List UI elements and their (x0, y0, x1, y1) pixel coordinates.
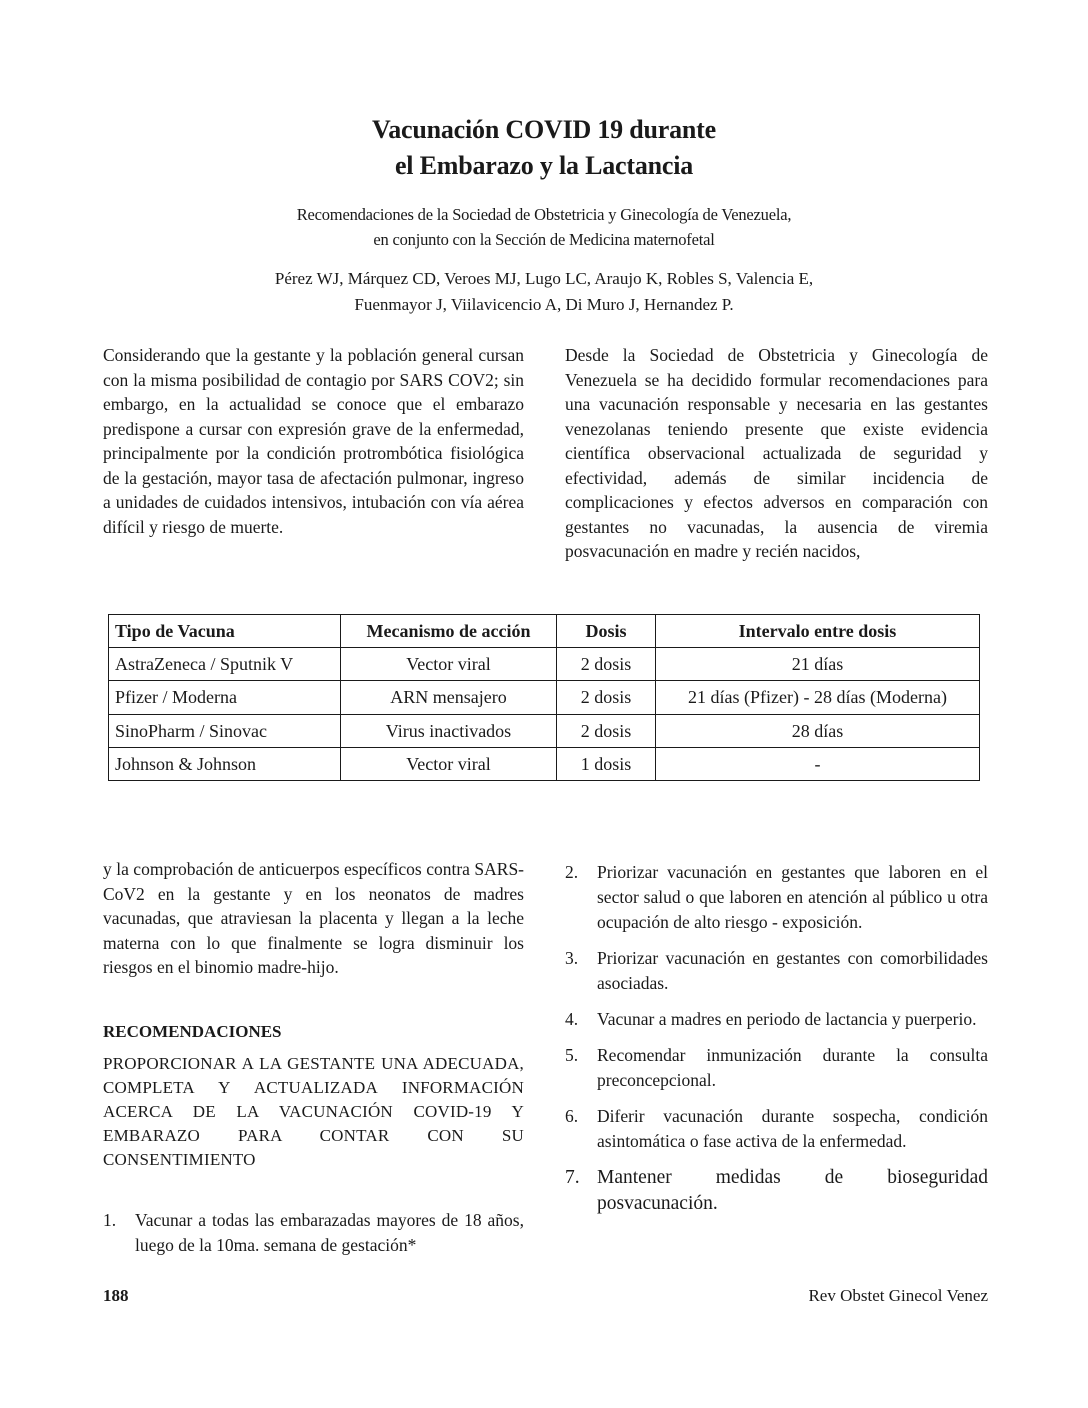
table-row (109, 648, 980, 681)
list-number: 5. (565, 1045, 579, 1065)
cell-vaccine: Johnson & Johnson (109, 748, 341, 781)
cell-mechanism: Virus inactivados (341, 715, 557, 748)
authors (0, 266, 1088, 318)
authors-line-1: Pérez WJ, Márquez CD, Veroes MJ, Lugo LC, Araujo K, Robles S, Valencia E, (274, 269, 814, 288)
cell-doses: 2 dosis (557, 648, 656, 681)
cell-interval: 21 días (656, 648, 980, 681)
cell-doses: 2 dosis (557, 715, 656, 748)
vaccine-table (108, 614, 980, 781)
table-row (109, 681, 980, 715)
list-item (565, 946, 988, 996)
cell-vaccine: SinoPharm / Sinovac (109, 715, 341, 748)
cell-mechanism: Vector viral (341, 648, 557, 681)
lower-right-column (565, 860, 988, 1228)
intro-paragraph-right: Desde la Sociedad de Obstetricia y Ginecología de Venezuela se ha decidido formular recomendaciones para una vacunación responsable y necesaria en las gestantes venezolanas teniendo presente que existe evidencia científica observacional actualizada de seguridad y efectividad, además de similar incidencia de complicaciones y efectos adversos en comparación con gestantes no vacunadas, la ausencia de viremia posvacunación en madre y recién nacidos, (565, 345, 988, 561)
title-line-1: Vacunación COVID 19 durante (372, 115, 716, 144)
header-doses: Dosis (557, 615, 656, 648)
cell-interval: 28 días (656, 715, 980, 748)
list-text: Vacunar a madres en periodo de lactancia y puerperio. (597, 1009, 977, 1029)
list-text: Diferir vacunación durante sospecha, condición asintomática o fase activa de la enfermedad. (597, 1106, 988, 1151)
recommendations-info: PROPORCIONAR A LA GESTANTE UNA ADECUADA, COMPLETA Y ACTUALIZADA INFORMACIÓN ACERCA DE LA VACUNACIÓN COVID-19 Y EMBARAZO PARA CONTAR CON SU CONSENTIMIENTO (103, 1054, 524, 1169)
cell-interval: 21 días (Pfizer) - 28 días (Moderna) (656, 681, 980, 715)
table-header-row (109, 615, 980, 648)
list-number: 3. (565, 948, 579, 968)
list-text: Mantener medidas de bioseguridad posvacunación. (597, 1167, 988, 1214)
header-interval: Intervalo entre dosis (656, 615, 980, 648)
subtitle (0, 202, 1088, 252)
cell-mechanism: ARN mensajero (341, 681, 557, 715)
cell-doses: 2 dosis (557, 681, 656, 715)
recommendations-heading: RECOMENDACIONES (103, 1021, 282, 1041)
cell-interval: - (656, 748, 980, 781)
continuation-paragraph: y la comprobación de anticuerpos específicos contra SARS-CoV2 en la gestante y en los neonatos de madres vacunadas, que atraviesan la placenta y llegan a la leche materna con lo que finalmente se logra disminuir los riesgos en el binomio madre-hijo. (103, 859, 524, 977)
table-row (109, 748, 980, 781)
list-item (565, 1043, 988, 1093)
list-text: Recomendar inmunización durante la consulta preconcepcional. (597, 1045, 988, 1090)
list-item (103, 1208, 524, 1258)
list-text: Priorizar vacunación en gestantes con comorbilidades asociadas. (597, 948, 988, 993)
list-text: Vacunar a todas las embarazadas mayores de 18 años, luego de la 10ma. semana de gestación* (135, 1210, 524, 1255)
title-line-2: el Embarazo y la Lactancia (394, 151, 694, 180)
cell-doses: 1 dosis (557, 748, 656, 781)
list-item (565, 1165, 988, 1217)
intro-left-column (103, 343, 524, 539)
header-vaccine-type: Tipo de Vacuna (109, 615, 341, 648)
list-number: 4. (565, 1009, 579, 1029)
intro-right-column (565, 343, 988, 564)
page-number: 188 (103, 1286, 129, 1305)
authors-line-2: Fuenmayor J, Viilavicencio A, Di Muro J, Hernandez P. (354, 295, 734, 314)
list-number: 1. (103, 1210, 117, 1230)
intro-paragraph-left: Considerando que la gestante y la población general cursan con la misma posibilidad de contagio por SARS COV2; sin embargo, en la actualidad se conoce que el embarazo predispone a cursar con expresión grave de la enfermedad, principalmente por la condición protrombótica fisiológica de la gestación, mayor tasa de afectación pulmonar, ingreso a unidades de cuidados intensivos, intubación con vía aérea difícil y riesgo de muerte. (103, 345, 524, 537)
list-text: Priorizar vacunación en gestantes que laboren en el sector salud o que laboren en atención al público u otra ocupación de alto riesgo - exposición. (597, 862, 988, 932)
table-row (109, 715, 980, 748)
journal-name: Rev Obstet Ginecol Venez (808, 1286, 988, 1305)
subtitle-line-1: Recomendaciones de la Sociedad de Obstetricia y Ginecología de Venezuela, (296, 205, 792, 224)
list-item (565, 1104, 988, 1154)
cell-vaccine: Pfizer / Moderna (109, 681, 341, 715)
list-item (565, 1007, 988, 1032)
list-number: 6. (565, 1106, 579, 1126)
article-title (0, 112, 1088, 184)
subtitle-line-2: en conjunto con la Sección de Medicina maternofetal (373, 230, 715, 249)
header-mechanism: Mecanismo de acción (341, 615, 557, 648)
list-number: 7. (565, 1167, 580, 1188)
list-item (565, 860, 988, 935)
lower-left-column (103, 857, 524, 1258)
cell-mechanism: Vector viral (341, 748, 557, 781)
list-number: 2. (565, 862, 579, 882)
cell-vaccine: AstraZeneca / Sputnik V (109, 648, 341, 681)
